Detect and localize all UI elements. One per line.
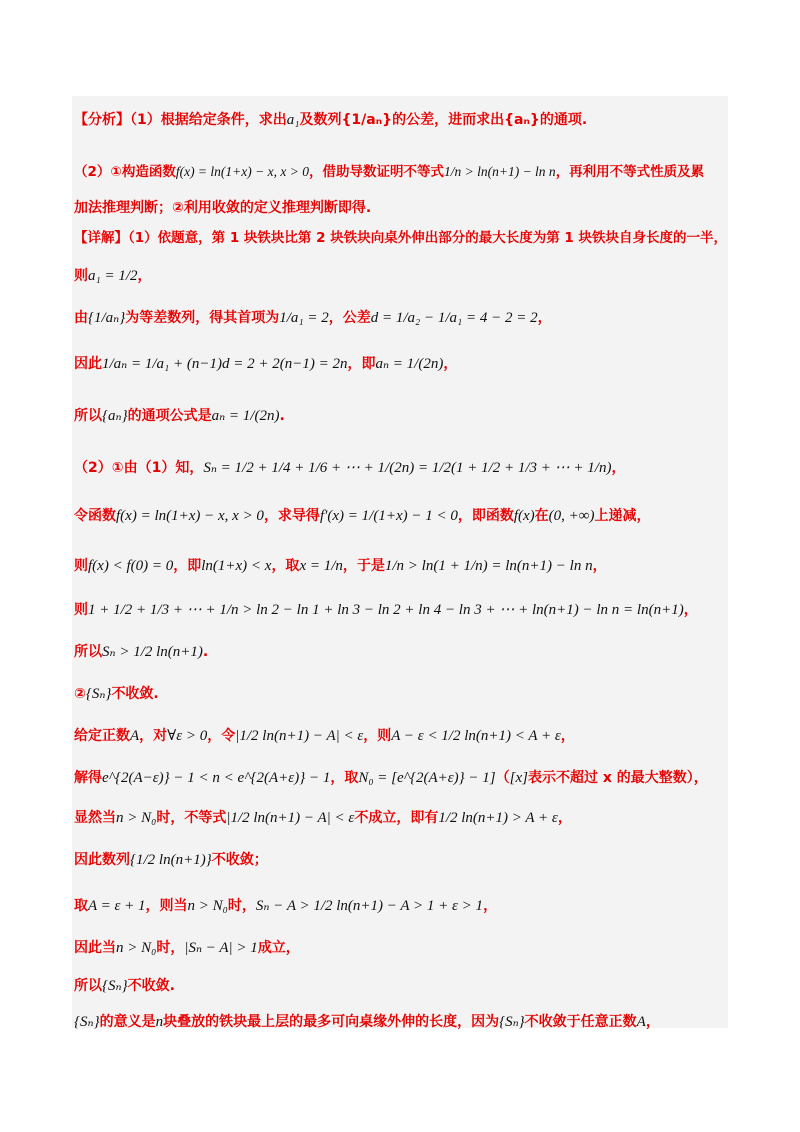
text-segment: ，即: [347, 356, 376, 372]
math-expression: {1/2 ln(n+1)}: [130, 852, 212, 868]
math-expression: n > N₀: [116, 940, 157, 956]
math-expression: a₁: [286, 112, 300, 128]
text-segment: 解得: [74, 770, 102, 786]
text-segment: 则: [74, 602, 88, 618]
text-segment: 加法推理判断；②利用收敛的定义推理判断即得.: [74, 200, 372, 216]
math-expression: ∀ε > 0: [167, 728, 208, 744]
text-segment: ，则当: [145, 898, 188, 914]
text-segment: ，: [557, 810, 572, 826]
math-expression: Sₙ > 1/2 ln(n+1): [102, 644, 203, 660]
math-expression: n > N₀: [187, 898, 228, 914]
text-segment: 因此: [74, 356, 102, 372]
solution-line: [74, 598, 728, 621]
text-segment: ，则: [363, 728, 392, 744]
math-expression: A: [636, 1014, 646, 1030]
text-segment: 【详解】（1）依题意，第 1 块铁块比第 2 块铁块向桌外伸出部分的最大长度为第 1 块铁块自身长度的一半，: [74, 230, 728, 246]
text-segment: ，: [137, 268, 152, 284]
math-expression: 1/n > ln(n+1) − ln n: [443, 164, 556, 179]
text-segment: ，取: [330, 770, 359, 786]
text-segment: 给定正数: [74, 728, 130, 744]
math-expression: f(x) < f(0) = 0: [88, 558, 174, 574]
text-segment: ，即: [173, 558, 202, 574]
text-segment: ，再利用不等式性质及累: [555, 164, 705, 180]
math-expression: |1/2 ln(n+1) − A| < ε: [235, 728, 364, 744]
solution-line: [74, 226, 728, 249]
solution-line: [74, 456, 728, 479]
math-expression: {Sₙ}: [74, 1014, 100, 1030]
solution-line: [74, 974, 728, 997]
math-expression: f(x) = ln(1+x) − x, x > 0: [116, 508, 264, 524]
text-segment: 所以: [74, 978, 102, 994]
math-expression: A = ε + 1: [88, 898, 146, 914]
text-segment: ，公差: [328, 310, 371, 326]
math-expression: f(x): [513, 508, 535, 524]
text-segment: 【分析】（1）根据给定条件，求出: [74, 112, 287, 128]
math-expression: {Sₙ}: [499, 1014, 525, 1030]
text-segment: ，: [592, 558, 607, 574]
math-expression: a₁ = 1/2: [88, 268, 138, 284]
math-expression: 1/aₙ = 1/a₁ + (n−1)d = 2 + 2(n−1) = 2n: [102, 356, 348, 372]
text-segment: 由: [74, 310, 88, 326]
math-expression: f(x) = ln(1+x) − x, x > 0: [175, 164, 309, 179]
text-segment: ，: [560, 728, 575, 744]
text-segment: （2）①构造函数: [74, 164, 176, 180]
math-expression: e^{2(A−ε)} − 1 < n < e^{2(A+ε)} − 1: [102, 770, 331, 786]
text-segment: 不收敛.: [127, 978, 175, 994]
text-segment: 因此数列: [74, 852, 130, 868]
text-segment: .: [202, 644, 209, 660]
solution-line: [74, 766, 728, 789]
text-segment: 时，不等式: [156, 810, 227, 826]
solution-line: [74, 1010, 728, 1033]
text-segment: 显然当: [74, 810, 116, 826]
text-segment: 及数列{1/aₙ}的公差，进而求出{aₙ}的通项.: [299, 112, 588, 128]
text-segment: 不成立，即有: [354, 810, 439, 826]
math-expression: (0, +∞): [548, 508, 595, 524]
math-expression: n > N₀: [116, 810, 157, 826]
math-expression: A: [130, 728, 140, 744]
text-segment: 时，: [156, 940, 185, 956]
text-segment: 块叠放的铁块最上层的最多可向桌缘外伸的长度，因为: [163, 1014, 500, 1030]
text-segment: ，取: [271, 558, 300, 574]
math-expression: 1/n > ln(1 + 1/n) = ln(n+1) − ln n: [384, 558, 593, 574]
text-segment: （2）①由（1）知，: [74, 460, 204, 476]
math-expression: {aₙ}: [102, 408, 128, 424]
text-segment: .: [279, 408, 285, 424]
text-segment: ②: [74, 686, 86, 702]
text-segment: ，: [443, 356, 458, 372]
math-expression: {Sₙ}: [85, 686, 112, 702]
text-segment: ，: [537, 310, 552, 326]
text-segment: ，对: [139, 728, 168, 744]
math-expression: |1/2 ln(n+1) − A| < ε: [226, 810, 355, 826]
math-expression: x = 1/n: [299, 558, 343, 574]
math-expression: aₙ = 1/(2n): [375, 356, 444, 372]
math-expression: aₙ = 1/(2n): [211, 408, 280, 424]
solution-line: [74, 640, 728, 663]
text-segment: 为等差数列，得其首项为: [125, 310, 280, 326]
text-segment: 时，: [227, 898, 256, 914]
math-expression: N₀ = [e^{2(A+ε)} − 1]: [358, 770, 496, 786]
math-expression: A − ε < 1/2 ln(n+1) < A + ε: [391, 728, 561, 744]
solution-line: [74, 108, 728, 131]
text-segment: ，: [645, 1014, 660, 1030]
math-expression: ln(1+x) < x: [201, 558, 272, 574]
text-segment: ，: [683, 602, 698, 618]
text-segment: 上递减，: [594, 508, 651, 524]
text-segment: 的意义是: [99, 1014, 156, 1030]
text-segment: 令函数: [74, 508, 116, 524]
math-expression: d = 1/a₂ − 1/a₁ = 4 − 2 = 2: [370, 310, 538, 326]
text-segment: 不收敛.: [111, 686, 159, 702]
text-segment: 不收敛于任意正数: [524, 1014, 637, 1030]
text-segment: 取: [74, 898, 88, 914]
text-segment: 不收敛；: [211, 852, 268, 868]
math-expression: 1 + 1/2 + 1/3 + ⋯ + 1/n > ln 2 − ln 1 + ln 3 − ln 2 + ln 4 − ln 3 + ⋯ + ln(n+1) − ln n = ln(n+1): [88, 602, 684, 618]
text-segment: 表示不超过 x 的最大整数），: [527, 770, 708, 786]
solution-line: [74, 264, 728, 287]
text-segment: 因此当: [74, 940, 116, 956]
text-segment: ，借助导数证明不等式: [308, 164, 444, 180]
solution-line: [74, 504, 728, 527]
text-segment: ，: [611, 460, 626, 476]
text-segment: 在: [534, 508, 549, 524]
math-expression: f′(x) = 1/(1+x) − 1 < 0: [319, 508, 458, 524]
math-expression: |Sₙ − A| > 1: [184, 940, 258, 956]
text-segment: 所以: [74, 644, 102, 660]
text-segment: 成立，: [257, 940, 300, 956]
math-expression: 1/a₁ = 2: [279, 310, 329, 326]
solution-line: [74, 682, 728, 705]
solution-line: [74, 196, 728, 219]
text-segment: ，令: [207, 728, 236, 744]
text-segment: ，即函数: [457, 508, 514, 524]
solution-line: [74, 352, 728, 375]
text-segment: ，求导得: [263, 508, 320, 524]
math-expression: {Sₙ}: [102, 978, 128, 994]
solution-line: [74, 404, 728, 427]
math-expression: Sₙ − A > 1/2 ln(n+1) − A > 1 + ε > 1: [255, 898, 484, 914]
math-expression: {1/aₙ}: [88, 310, 126, 326]
solution-line: [74, 554, 728, 577]
solution-line: [74, 724, 728, 747]
solution-line: [74, 160, 728, 183]
text-segment: ，于是: [342, 558, 385, 574]
solution-line: [74, 894, 728, 917]
math-expression: n: [155, 1014, 164, 1030]
solution-line: [74, 848, 728, 871]
text-segment: 所以: [74, 408, 102, 424]
solution-line: [74, 806, 728, 829]
text-segment: ，: [483, 898, 498, 914]
solution-line: [74, 936, 728, 959]
solution-line: [74, 306, 728, 329]
text-segment: （: [495, 770, 510, 786]
text-segment: 则: [74, 558, 88, 574]
math-expression: 1/2 ln(n+1) > A + ε: [438, 810, 558, 826]
math-expression: Sₙ = 1/2 + 1/4 + 1/6 + ⋯ + 1/(2n) = 1/2(1 + 1/2 + 1/3 + ⋯ + 1/n): [203, 460, 612, 476]
math-expression: [x]: [509, 770, 528, 786]
text-segment: 的通项公式是: [127, 408, 212, 424]
text-segment: 则: [74, 268, 88, 284]
